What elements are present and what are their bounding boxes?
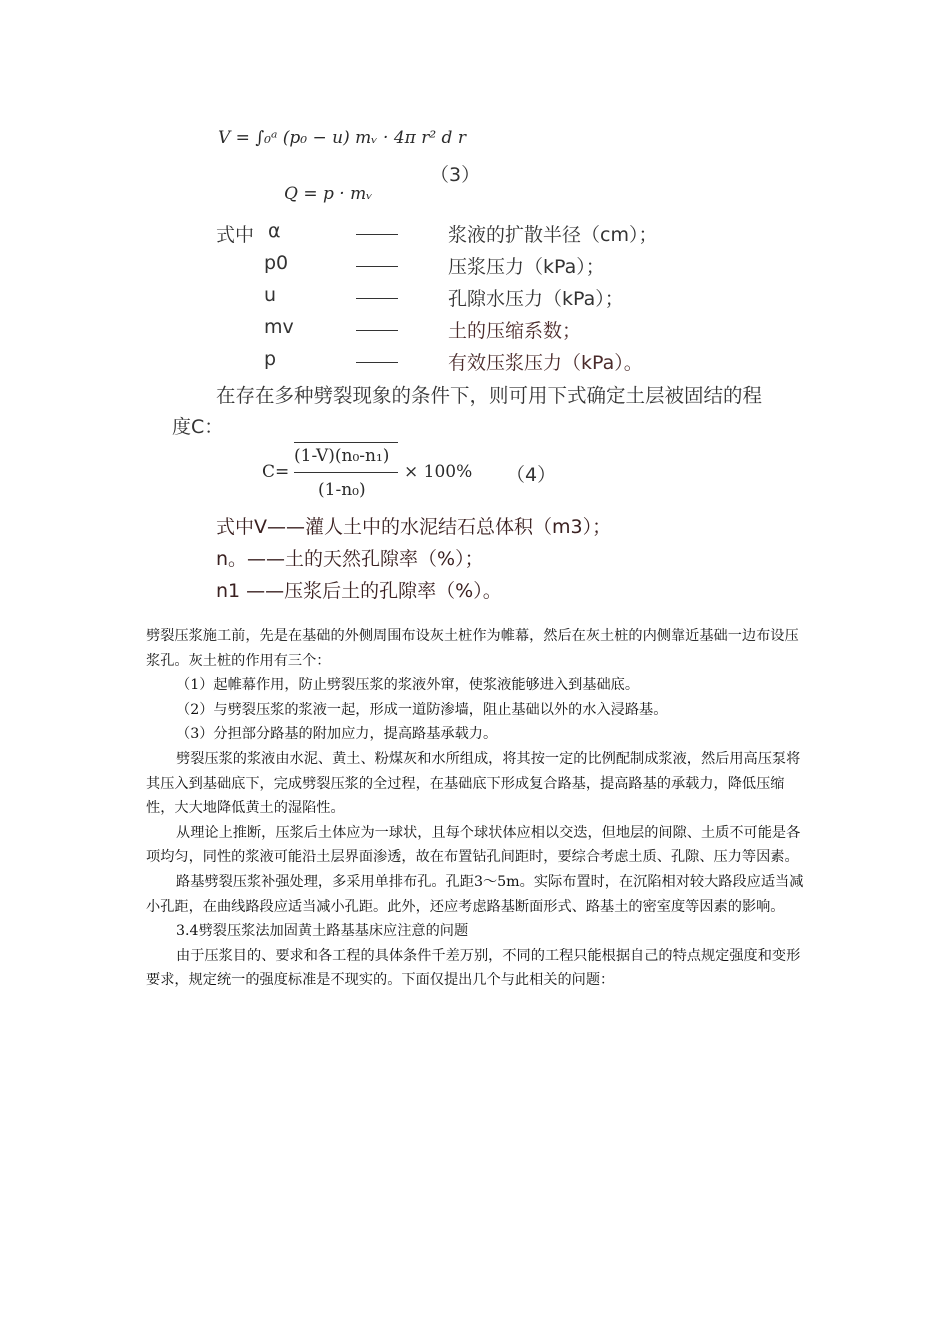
condition-line-1: 在存在多种劈裂现象的条件下，则可用下式确定土层被固结的程 [216, 384, 763, 407]
symbol-p: p [264, 348, 277, 370]
desc-p: 有效压浆压力（kPa）。 [448, 352, 643, 374]
list-item: （3）分担部分路基的附加应力，提高路基承载力。 [176, 726, 498, 743]
condition-line-2: 度C： [172, 416, 224, 438]
equation-q: Q = p · mᵥ [284, 184, 373, 204]
scanned-formula-figure [172, 118, 812, 606]
c-denominator: (1-n₀) [318, 480, 366, 500]
equation-4-number: （4） [506, 464, 557, 486]
definition-n1: n1 ——压浆后土的孔隙率（%）。 [216, 580, 502, 602]
where-label: 式中 [216, 224, 255, 246]
overline [294, 442, 398, 443]
desc-alpha: 浆液的扩散半径（cm）； [448, 224, 658, 246]
document-body [146, 624, 806, 993]
definition-n0: n。——土的天然孔隙率（%）； [216, 548, 484, 570]
paragraph: 从理论上推断，压浆后土体应为一球状，且每个球状体应相以交迭，但地层的间隙、土质不可能是各项均匀，同性的浆液可能沿土层界面渗透，故在布置钻孔间距时，要综合考虑土质、孔隙、压力等因素。 [146, 824, 801, 866]
paragraph: 由于压浆目的、要求和各工程的具体条件千差万别，不同的工程只能根据自己的特点规定强度和变形要求，规定统一的强度标准是不现实的。下面仅提出几个与此相关的问题： [146, 947, 801, 989]
equation-3-number: （3） [430, 164, 481, 186]
dash [356, 234, 398, 235]
fraction-line [294, 472, 398, 473]
symbol-p0: p0 [264, 252, 289, 274]
symbol-mv: mv [264, 316, 294, 338]
symbol-u: u [264, 284, 277, 306]
c-numerator: (1-V)(n₀-n₁) [294, 446, 390, 466]
paragraph: 路基劈裂压浆补强处理，多采用单排布孔。孔距3～5m。实际布置时，在沉陷相对较大路段应适当减小孔距，在曲线路段应适当减小孔距。此外，还应考虑路基断面形式、路基土的密室度等因素的影响。 [146, 873, 804, 915]
definition-v: 式中V——灌人土中的水泥结石总体积（m3）； [216, 516, 612, 538]
list-item: （1）起帷幕作用，防止劈裂压浆的浆液外窜，使浆液能够进入到基础底。 [176, 677, 640, 694]
dash [356, 362, 398, 363]
dash [356, 298, 398, 299]
c-multiplier: × 100% [404, 462, 473, 482]
equation-v: V = ∫₀ᵃ (p₀ − u) mᵥ · 4π r² d r [218, 128, 466, 148]
c-equals: C= [262, 462, 290, 482]
desc-mv: 土的压缩系数； [448, 320, 582, 342]
desc-u: 孔隙水压力（kPa）； [448, 288, 624, 310]
dash [356, 330, 398, 331]
list-item: （2）与劈裂压浆的浆液一起，形成一道防渗墙，阻止基础以外的水入浸路基。 [176, 701, 668, 718]
paragraph: 劈裂压浆的浆液由水泥、黄土、粉煤灰和水所组成，将其按一定的比例配制成浆液，然后用高压泵将其压入到基础底下，完成劈裂压浆的全过程，在基础底下形成复合路基，提高路基的承载力，降低压缩性，大大地降低黄土的湿陷性。 [146, 750, 801, 817]
section-heading: 3.4劈裂压浆法加固黄土路基基床应注意的问题 [176, 923, 469, 940]
paragraph: 劈裂压浆施工前，先是在基础的外侧周围布设灰土桩作为帷幕，然后在灰土桩的内侧靠近基础一边布设压浆孔。灰土桩的作用有三个： [146, 628, 799, 669]
dash [356, 266, 398, 267]
desc-p0: 压浆压力（kPa）； [448, 256, 605, 278]
symbol-alpha: α [268, 220, 281, 242]
